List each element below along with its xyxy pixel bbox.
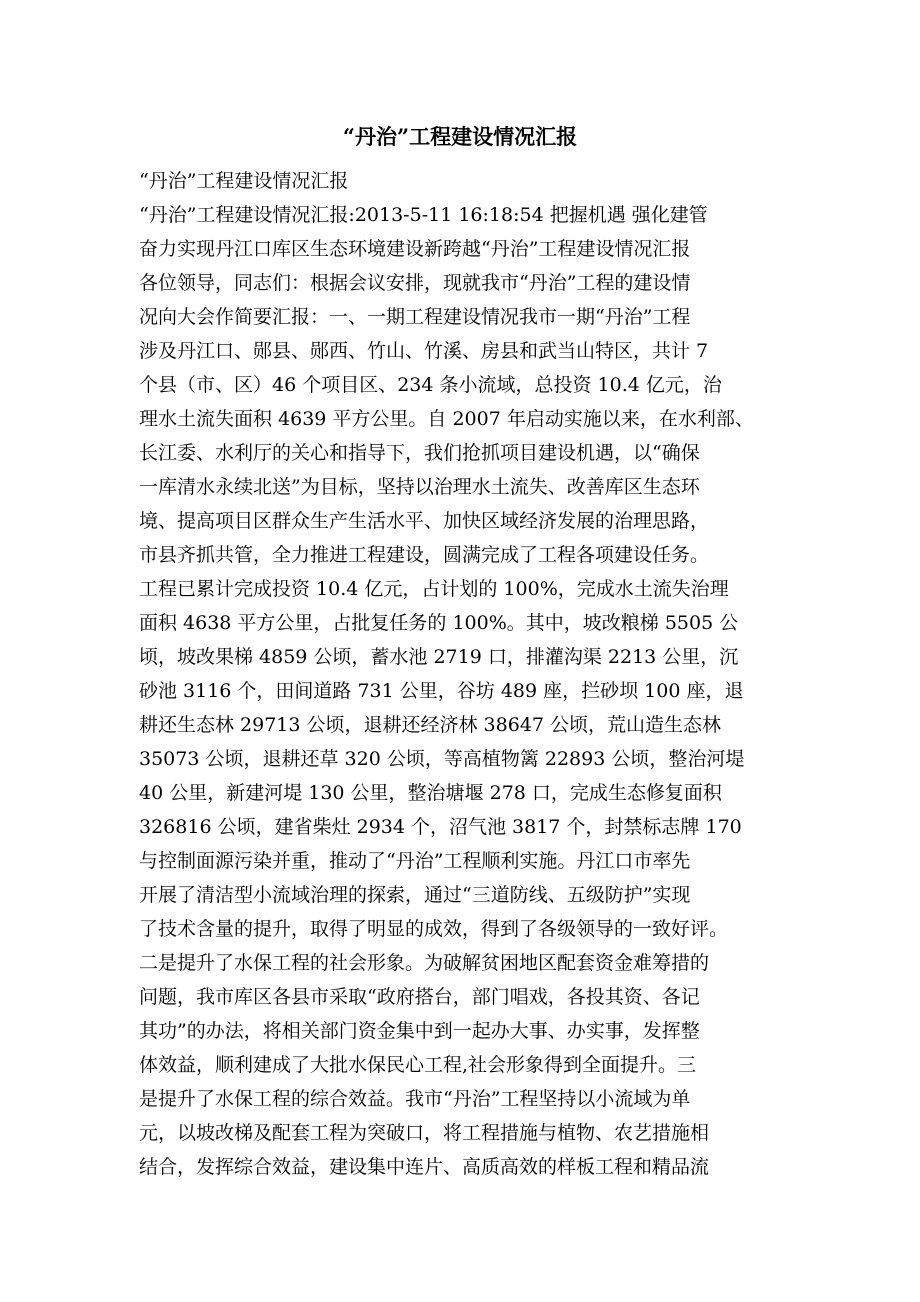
body-line: 理水土流失面积 4639 平方公里。自 2007 年启动实施以来，在水利部、 xyxy=(139,408,754,430)
body-line: 一库清水永续北送”为目标，坚持以治理水土流失、改善库区生态环 xyxy=(139,476,700,498)
body-line: 砂池 3116 个，田间道路 731 公里，谷坊 489 座，拦砂坝 100 座，退 xyxy=(139,680,744,702)
body-line: 开展了清洁型小流域治理的探索，通过“三道防线、五级防护”实现 xyxy=(139,884,691,906)
body-line: 326816 公顷，建省柴灶 2934 个，沼气池 3817 个，封禁标志牌 170 xyxy=(139,816,742,838)
body-line: 问题，我市库区各县市采取“政府搭台，部门唱戏，各投其资、各记 xyxy=(139,986,700,1008)
body-line: 奋力实现丹江口库区生态环境建设新跨越“丹治”工程建设情况汇报 xyxy=(139,238,691,260)
document-body xyxy=(139,164,789,1184)
body-line: 40 公里，新建河堤 130 公里，整治塘堰 278 口，完成生态修复面积 xyxy=(139,782,722,804)
body-line: 市县齐抓共管，全力推进工程建设，圆满完成了工程各项建设任务。 xyxy=(139,544,710,566)
body-line: 境、提高项目区群众生产生活水平、加快区域经济发展的治理思路， xyxy=(139,510,710,532)
body-line: 二是提升了水保工程的社会形象。为破解贫困地区配套资金难筹措的 xyxy=(139,952,710,974)
body-line: 与控制面源污染并重，推动了“丹治”工程顺利实施。丹江口市率先 xyxy=(139,850,691,872)
body-line: 个县（市、区）46 个项目区、234 条小流域，总投资 10.4 亿元，治 xyxy=(139,374,722,396)
body-line: 耕还生态林 29713 公顷，退耕还经济林 38647 公顷，荒山造生态林 xyxy=(139,714,722,736)
body-line: “丹治”工程建设情况汇报 xyxy=(139,170,349,192)
body-line: 涉及丹江口、郧县、郧西、竹山、竹溪、房县和武当山特区，共计 7 xyxy=(139,340,709,362)
body-line: 元，以坡改梯及配套工程为突破口，将工程措施与植物、农艺措施相 xyxy=(139,1122,710,1144)
body-line: 是提升了水保工程的综合效益。我市“丹治”工程坚持以小流域为单 xyxy=(139,1088,691,1110)
body-line: “丹治”工程建设情况汇报:2013-5-11 16:18:54 把握机遇 强化建管 xyxy=(139,204,708,226)
body-line: 体效益，顺利建成了大批水保民心工程,社会形象得到全面提升。三 xyxy=(139,1054,697,1076)
body-line: 长江委、水利厅的关心和指导下，我们抢抓项目建设机遇，以“确保 xyxy=(139,442,700,464)
body-line: 结合，发挥综合效益，建设集中连片、高质高效的样板工程和精品流 xyxy=(139,1156,710,1178)
body-line: 了技术含量的提升，取得了明显的成效，得到了各级领导的一致好评。 xyxy=(139,918,729,940)
body-line: 各位领导，同志们：根据会议安排，现就我市“丹治”工程的建设情 xyxy=(139,272,691,294)
body-line: 35073 公顷，退耕还草 320 公顷，等高植物篱 22893 公顷，整治河堤 xyxy=(139,748,745,770)
body-line: 面积 4638 平方公里，占批复任务的 100%。其中，坡改粮梯 5505 公 xyxy=(139,612,739,634)
body-line: 顷，坡改果梯 4859 公顷，蓄水池 2719 口，排灌沟渠 2213 公里，沉 xyxy=(139,646,739,668)
document-title: “丹治”工程建设情况汇报 xyxy=(342,124,578,149)
body-line: 况向大会作简要汇报：一、一期工程建设情况我市一期“丹治”工程 xyxy=(139,306,691,328)
body-line: 其功”的办法，将相关部门资金集中到一起办大事、办实事，发挥整 xyxy=(139,1020,700,1042)
body-line: 工程已累计完成投资 10.4 亿元，占计划的 100%，完成水土流失治理 xyxy=(139,578,729,600)
